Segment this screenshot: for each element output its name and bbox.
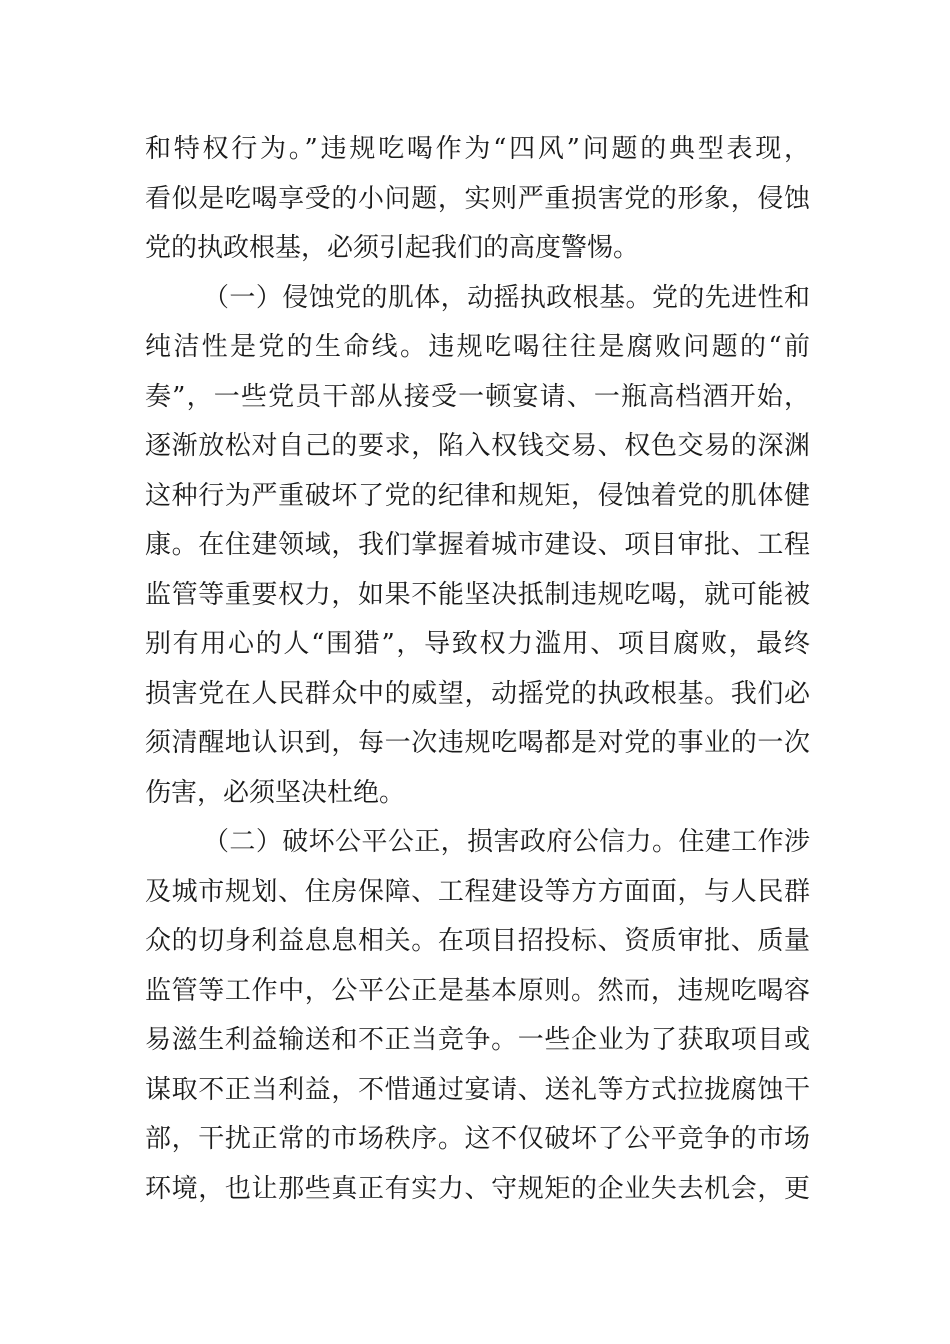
text-line: （二）破坏公平公正，损害政府公信力。住建工作涉 <box>203 827 810 857</box>
body-text <box>145 125 810 1214</box>
text-line: 伤害，必须坚决杜绝。 <box>145 777 406 808</box>
text-line: 众的切身利益息息相关。在项目招投标、资质审批、质量 <box>145 926 810 956</box>
paragraph-intro-continuation <box>145 125 810 274</box>
text-line: 康。在住建领域，我们掌握着城市建设、项目审批、工程 <box>145 530 810 560</box>
paragraph-section-one <box>145 274 810 819</box>
text-line: 逐渐放松对自己的要求，陷入权钱交易、权色交易的深渊 <box>145 431 810 461</box>
text-line: 须清醒地认识到，每一次违规吃喝都是对党的事业的一次 <box>145 728 810 758</box>
text-line: （一）侵蚀党的肌体，动摇执政根基。党的先进性和 <box>203 282 810 313</box>
text-line: 部，干扰正常的市场秩序。这不仅破坏了公平竞争的市场 <box>145 1124 810 1154</box>
text-line: 及城市规划、住房保障、工程建设等方方面面，与人民群 <box>145 876 810 907</box>
text-line: 别有用心的人“围猎”，导致权力滥用、项目腐败，最终 <box>145 629 810 659</box>
text-line: 看似是吃喝享受的小问题，实则严重损害党的形象，侵蚀 <box>145 183 810 214</box>
text-line: 奏”，一些党员干部从接受一顿宴请、一瓶高档酒开始， <box>145 381 810 412</box>
text-line: 这种行为严重破坏了党的纪律和规矩，侵蚀着党的肌体健 <box>145 480 810 511</box>
text-line: 监管等工作中，公平公正是基本原则。然而，违规吃喝容 <box>145 975 810 1006</box>
text-line: 监管等重要权力，如果不能坚决抵制违规吃喝，就可能被 <box>145 579 810 610</box>
text-line: 环境，也让那些真正有实力、守规矩的企业失去机会，更 <box>145 1173 810 1204</box>
text-line: 谋取不正当利益，不惜通过宴请、送礼等方式拉拢腐蚀干 <box>145 1074 810 1105</box>
text-line: 易滋生利益输送和不正当竞争。一些企业为了获取项目或 <box>145 1025 810 1055</box>
text-line: 纯洁性是党的生命线。违规吃喝往往是腐败问题的“前 <box>145 332 810 362</box>
paragraph-section-two <box>145 818 810 1214</box>
text-line: 党的执政根基，必须引起我们的高度警惕。 <box>145 233 640 263</box>
text-line: 损害党在人民群众中的威望，动摇党的执政根基。我们必 <box>145 678 810 709</box>
text-line: 和特权行为。”违规吃喝作为“四风”问题的典型表现， <box>145 134 810 164</box>
